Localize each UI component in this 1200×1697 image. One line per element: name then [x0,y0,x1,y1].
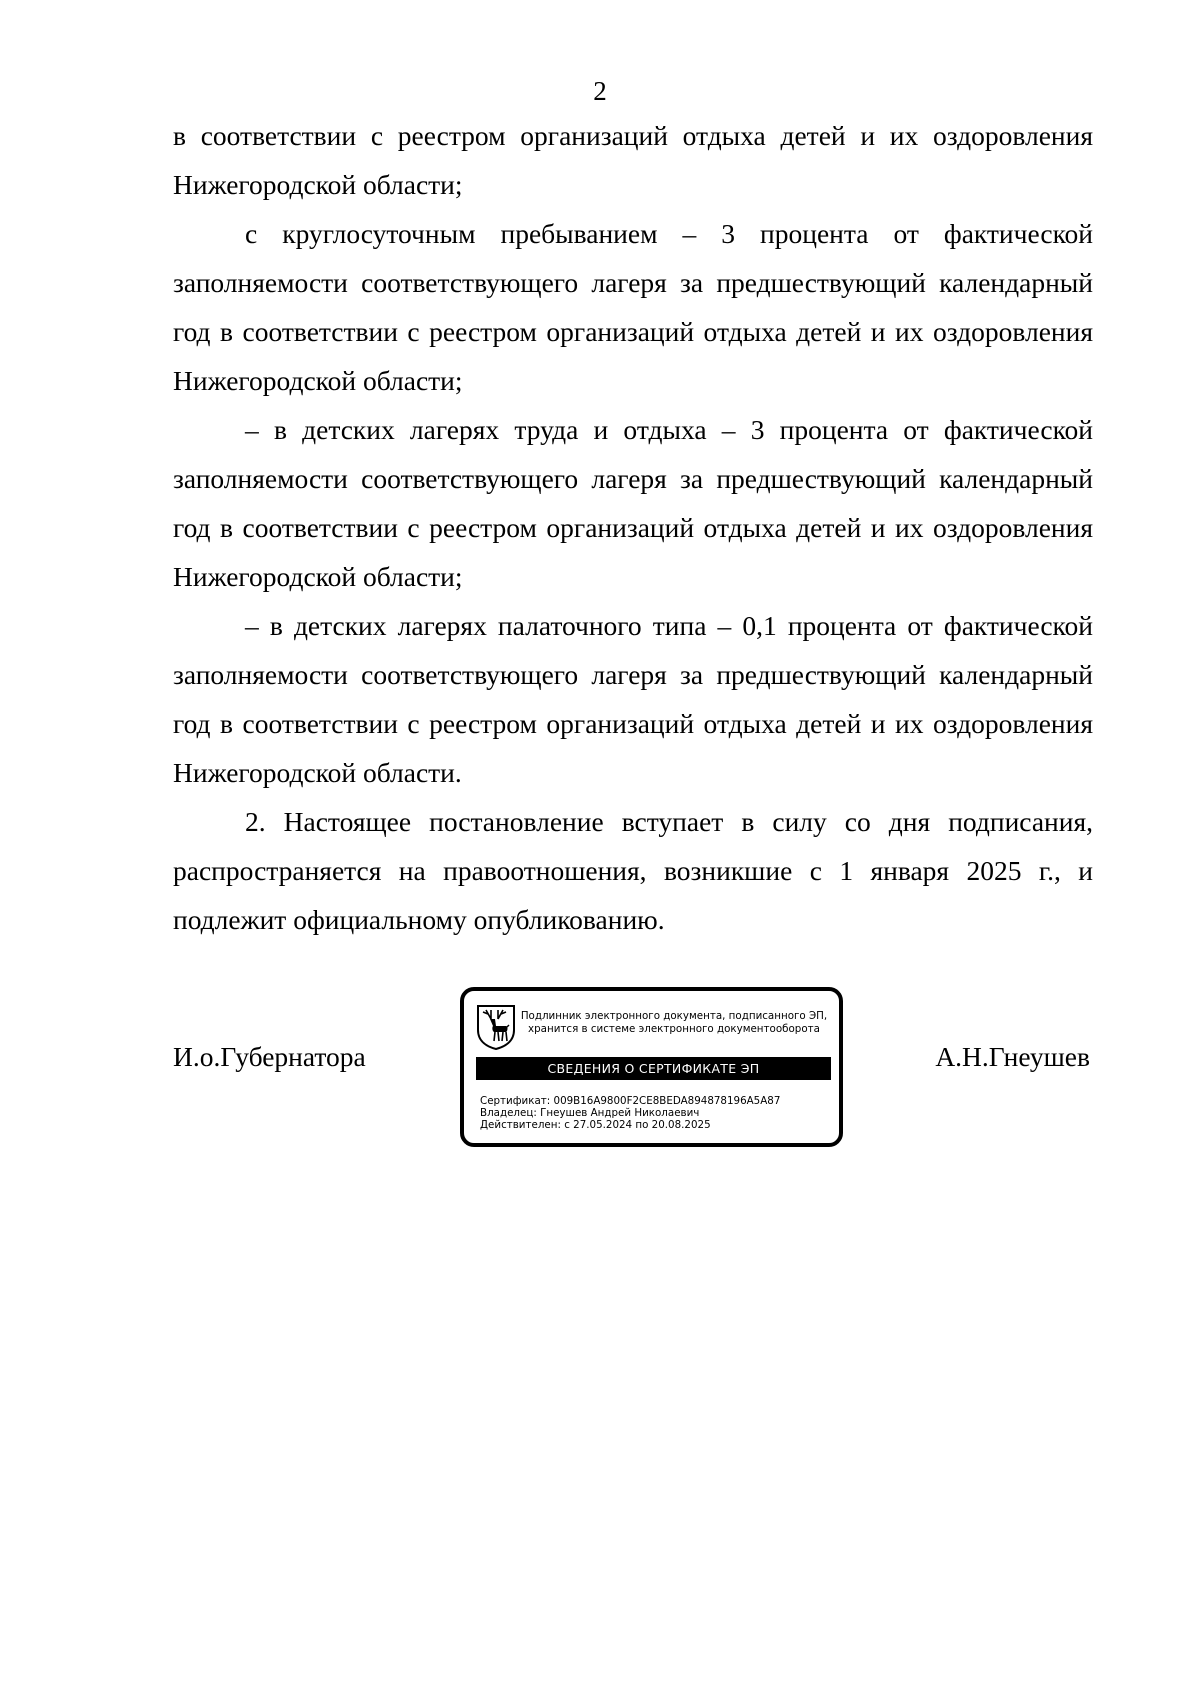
stamp-notice-line: Подлинник электронного документа, подписанного ЭП, [520,1010,828,1022]
certificate-number: Сертификат: 009B16A9800F2CE8BEDA894878196A5A87 [480,1095,781,1107]
paragraph: с круглосуточным пребыванием – 3 процента от фактической заполняемости соответствующего лагеря за предшествующий календарный год в соответствии с реестром организаций отдыха детей и их оздоровления Нижегородской области; [173,218,1093,396]
paragraph: 2. Настоящее постановление вступает в силу со дня подписания, распространяется на правоотношения, возникшие с 1 января 2025 г., и подлежит официальному опубликованию. [173,806,1093,935]
paragraph: в соответствии с реестром организаций отдыха детей и их оздоровления Нижегородской области; [173,120,1093,200]
paragraph: – в детских лагерях труда и отдыха – 3 процента от фактической заполняемости соответствующего лагеря за предшествующий календарный год в соответствии с реестром организаций отдыха детей и их оздоровления Нижегородской области; [173,414,1093,592]
page-number: 2 [593,76,607,106]
signatory-name: А.Н.Гнеушев [935,1041,1090,1072]
certificate-details [480,1095,835,1131]
document-body [173,111,1093,944]
paragraph: – в детских лагерях палаточного типа – 0,1 процента от фактической заполняемости соответствующего лагеря за предшествующий календарный год в соответствии с реестром организаций отдыха детей и их оздоровления Нижегородской области. [173,610,1093,788]
electronic-signature-stamp [460,987,843,1147]
signatory-position: И.о.Губернатора [173,1041,366,1072]
stamp-notice [516,1010,832,1036]
certificate-owner: Владелец: Гнеушев Андрей Николаевич [480,1107,700,1119]
deer-emblem-icon [476,1004,516,1050]
certificate-validity: Действителен: с 27.05.2024 по 20.08.2025 [480,1119,711,1131]
certificate-header: СВЕДЕНИЯ О СЕРТИФИКАТЕ ЭП [476,1057,831,1080]
stamp-notice-line: хранится в системе электронного документооборота [528,1023,820,1035]
